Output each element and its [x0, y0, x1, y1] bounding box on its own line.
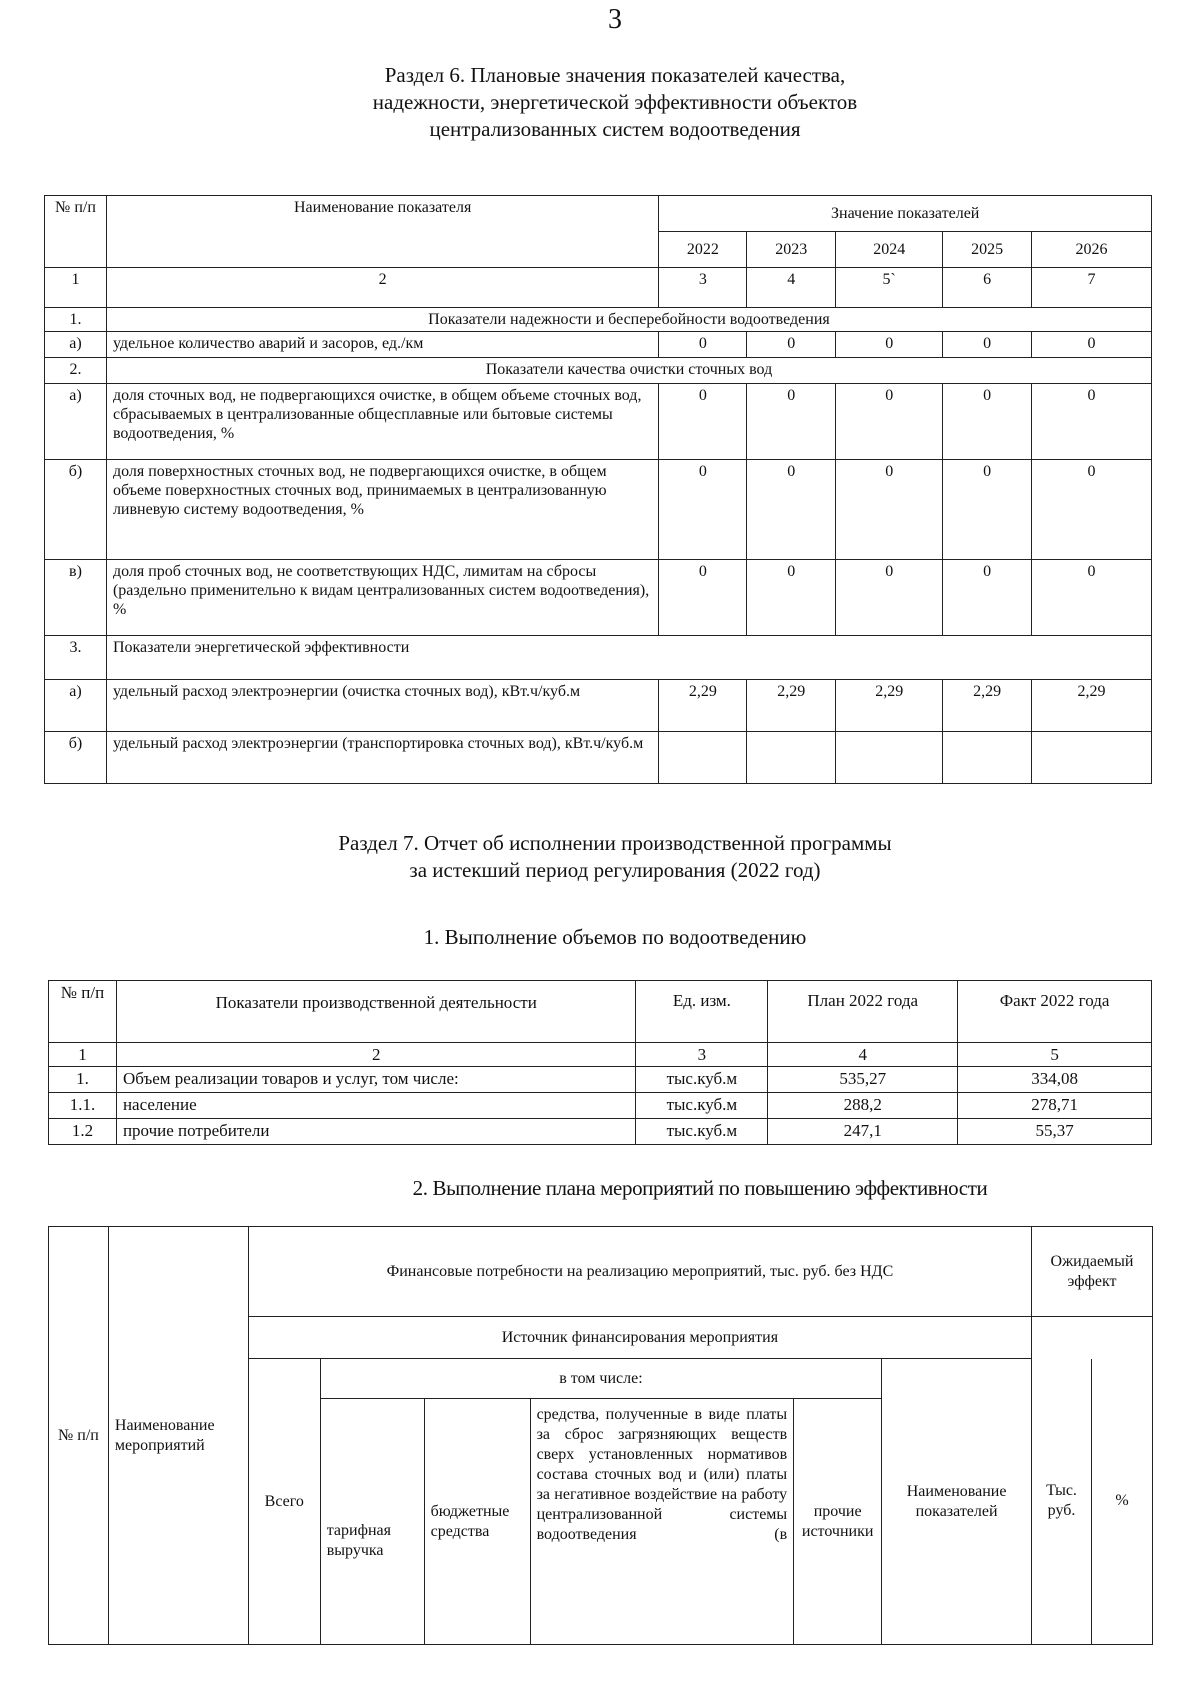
row-num: в)	[45, 560, 107, 636]
header-values: Значение показателей	[659, 196, 1152, 232]
row-name: удельный расход электроэнергии (очистка сточных вод), кВт.ч/куб.м	[106, 680, 658, 732]
row-name: доля поверхностных сточных вод, не подвергающихся очистке, в общем объеме поверхностных сточных вод, принимаемых в централизованную ливневую систему водоотведения, %	[106, 460, 658, 560]
value-cell: 0	[1032, 332, 1152, 358]
row-num: 1.2	[49, 1119, 117, 1145]
section6-title	[200, 62, 1030, 143]
header-total: Всего	[248, 1359, 320, 1645]
col-number: 5`	[836, 268, 943, 308]
value-cell: 0	[943, 560, 1032, 636]
row-name: удельный расход электроэнергии (транспортировка сточных вод), кВт.ч/куб.м	[106, 732, 658, 784]
year-cell: 2026	[1032, 232, 1152, 268]
col-number: 6	[943, 268, 1032, 308]
row-name: прочие потребители	[116, 1119, 635, 1145]
section6-title-line: надежности, энергетической эффективности объектов	[372, 90, 858, 114]
row-plan: 288,2	[768, 1093, 958, 1119]
value-cell: 0	[659, 460, 747, 560]
header-fees: средства, полученные в виде платы за сброс загрязняющих веществ сверх установленных нормативов состава сточных вод и (или) платы за негативное воздействие на работу централизованной системы водоотведения (в	[530, 1399, 794, 1645]
col-number: 3	[659, 268, 747, 308]
row-fact: 55,37	[958, 1119, 1152, 1145]
value-cell: 2,29	[1032, 680, 1152, 732]
value-cell: 0	[747, 460, 836, 560]
group-num: 1.	[45, 308, 107, 332]
row-num: б)	[45, 732, 107, 784]
header-finance: Финансовые потребности на реализацию мероприятий, тыс. руб. без НДС	[248, 1227, 1031, 1317]
header-effect: Ожидаемый эффект	[1032, 1227, 1153, 1317]
volumes-table	[48, 980, 1152, 1145]
row-fact: 334,08	[958, 1067, 1152, 1093]
col-number: 1	[49, 1043, 117, 1067]
header-other: прочие источники	[794, 1399, 882, 1645]
value-cell	[1032, 732, 1152, 784]
row-num: а)	[45, 332, 107, 358]
value-cell: 2,29	[659, 680, 747, 732]
col-number: 5	[958, 1043, 1152, 1067]
value-cell	[747, 732, 836, 784]
col-number: 4	[768, 1043, 958, 1067]
row-num: 1.1.	[49, 1093, 117, 1119]
sub2-title: 2. Выполнение плана мероприятий по повышению эффективности	[412, 1176, 988, 1200]
value-cell: 0	[659, 384, 747, 460]
value-cell: 2,29	[747, 680, 836, 732]
year-cell: 2023	[747, 232, 836, 268]
value-cell: 0	[943, 384, 1032, 460]
row-name: удельное количество аварий и засоров, ед./км	[106, 332, 658, 358]
header-fact: Факт 2022 года	[958, 981, 1152, 1043]
header-percent: %	[1092, 1359, 1153, 1645]
header-unit: Ед. изм.	[636, 981, 768, 1043]
col-number: 4	[747, 268, 836, 308]
col-number: 2	[106, 268, 658, 308]
row-unit: тыс.куб.м	[636, 1067, 768, 1093]
header-source: Источник финансирования мероприятия	[248, 1317, 1031, 1359]
value-cell: 0	[1032, 460, 1152, 560]
header-plan: План 2022 года	[768, 981, 958, 1043]
sub1-title: 1. Выполнение объемов по водоотведению	[423, 925, 807, 949]
col-number: 3	[636, 1043, 768, 1067]
value-cell: 0	[659, 332, 747, 358]
group-title: Показатели надежности и бесперебойности водоотведения	[106, 308, 1151, 332]
value-cell: 0	[1032, 384, 1152, 460]
row-name: население	[116, 1093, 635, 1119]
header-thousand-rub: Тыс. руб.	[1032, 1359, 1092, 1645]
measures-table	[48, 1226, 1153, 1645]
row-num: а)	[45, 384, 107, 460]
row-num: 1.	[49, 1067, 117, 1093]
header-name: Наименование мероприятий	[108, 1227, 248, 1645]
value-cell: 0	[836, 384, 943, 460]
section7-title-line: Раздел 7. Отчет об исполнении производственной программы	[338, 831, 892, 855]
row-fact: 278,71	[958, 1093, 1152, 1119]
value-cell: 0	[747, 332, 836, 358]
col-number: 7	[1032, 268, 1152, 308]
header-name: Наименование показателя	[106, 196, 658, 268]
row-plan: 535,27	[768, 1067, 958, 1093]
row-name: доля проб сточных вод, не соответствующих НДС, лимитам на сбросы (раздельно применительно к видам централизованных систем водоотведения), %	[106, 560, 658, 636]
year-cell: 2024	[836, 232, 943, 268]
value-cell: 0	[747, 560, 836, 636]
value-cell	[836, 732, 943, 784]
value-cell	[659, 732, 747, 784]
row-name: Объем реализации товаров и услуг, том числе:	[116, 1067, 635, 1093]
row-name: доля сточных вод, не подвергающихся очистке, в общем объеме сточных вод, сбрасываемых в централизованные общесплавные или бытовые системы водоотведения, %	[106, 384, 658, 460]
section7-title	[150, 830, 1080, 884]
col-number: 2	[116, 1043, 635, 1067]
header-name: Показатели производственной деятельности	[116, 981, 635, 1043]
year-cell: 2025	[943, 232, 1032, 268]
section6-title-line: централизованных систем водоотведения	[429, 117, 801, 141]
header-including: в том числе:	[320, 1359, 881, 1399]
value-cell: 0	[836, 460, 943, 560]
row-num: а)	[45, 680, 107, 732]
page-number: 3	[608, 4, 622, 35]
header-indicator-name: Наименование показателей	[882, 1359, 1032, 1645]
value-cell: 0	[1032, 560, 1152, 636]
row-plan: 247,1	[768, 1119, 958, 1145]
header-num: № п/п	[49, 1227, 109, 1645]
row-unit: тыс.куб.м	[636, 1119, 768, 1145]
effect-spacer	[1032, 1317, 1153, 1359]
group-title: Показатели качества очистки сточных вод	[106, 358, 1151, 384]
header-num: № п/п	[49, 981, 117, 1043]
year-cell: 2022	[659, 232, 747, 268]
section6-table	[44, 195, 1152, 784]
group-num: 3.	[45, 636, 107, 680]
section6-title-line: Раздел 6. Плановые значения показателей качества,	[384, 63, 846, 87]
header-num: № п/п	[45, 196, 107, 268]
col-number: 1	[45, 268, 107, 308]
row-num: б)	[45, 460, 107, 560]
value-cell: 2,29	[836, 680, 943, 732]
value-cell	[943, 732, 1032, 784]
value-cell: 0	[943, 332, 1032, 358]
row-unit: тыс.куб.м	[636, 1093, 768, 1119]
value-cell: 2,29	[943, 680, 1032, 732]
value-cell: 0	[943, 460, 1032, 560]
header-tariff: тарифная выручка	[320, 1399, 424, 1645]
group-title: Показатели энергетической эффективности	[106, 636, 1151, 680]
group-num: 2.	[45, 358, 107, 384]
section7-title-line: за истекший период регулирования (2022 год)	[409, 858, 821, 882]
value-cell: 0	[747, 384, 836, 460]
value-cell: 0	[836, 332, 943, 358]
value-cell: 0	[836, 560, 943, 636]
header-budget: бюджетные средства	[424, 1399, 530, 1645]
value-cell: 0	[659, 560, 747, 636]
